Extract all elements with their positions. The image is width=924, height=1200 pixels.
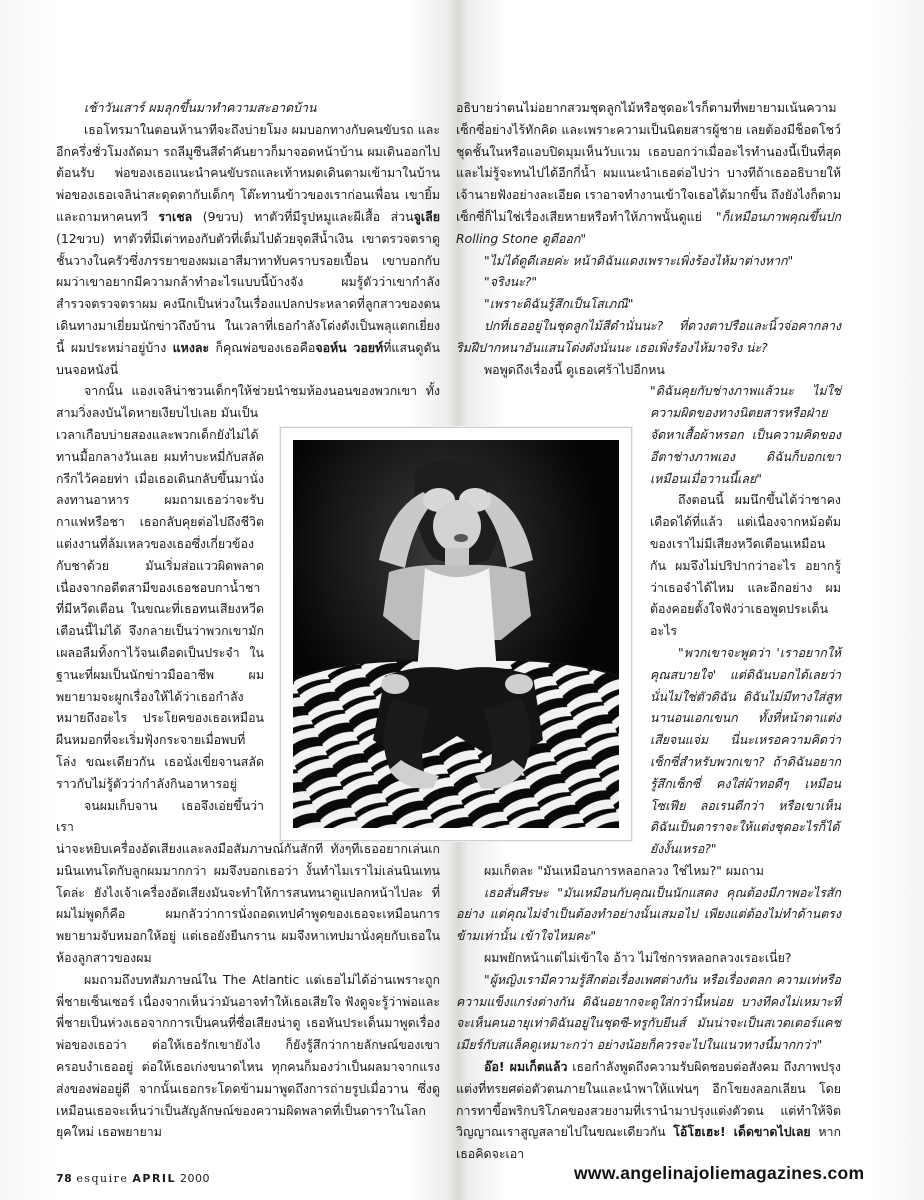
paragraph: ผมเก็ตละ "มันเหมือนการหลอกลวง ใช่ไหม?" ผมถาม <box>484 862 764 878</box>
paragraph: จากนั้น แองเจลิน่าชวนเด็กๆให้ช่วยนำชมห้องนอนของพวกเขา ทั้งสามวิ่งลงบันไดหายเงียบไปเลย มันเป็น <box>56 383 440 421</box>
name-rachel: ราเชล <box>158 208 193 224</box>
paragraph: เธอโทรมาในตอนห้านาทีจะถึงบ่ายโมง ผมบอกทางกับคนขับรถ และอีกครึ่งชั่วโมงถัดมา รถลีมูซีนสีดำคันยาวก็มาจอดหน้าบ้าน ผมเดินออกไปต้อนรับ พ่อของเธอแนะนำคนขับรถและเท้าหมดเดินตามเข้ามาในบ้าน พ่อของเธอเจลิน่าสะดุดตากับเด็กๆ โต๊ะทานข้าวของเราก่อนเพื่อน เขายิ้มและถามหาคนทวี ราเชล (9ขวบ) ทาตัวที่มีรูปหมูและผีเสื้อ ส่วนจูเลีย (12ขวบ) ทาตัวที่มีเต่าทองกับตัวที่เต็มไปด้วยจุดสีน้ำเงิน เขาตรวจตราดูชั้นวางในครัวซึ่งภรรยาของผมเอาสีมาทาทับคราบรอยเปื้อน เขาบอกกับผมว่าเขาอยากมีความกล้าทำอะไรแบบนี้บ้างจัง ผมรู้ตัวว่าเขากำลังสำรวจตรวจตราผม คงนึกเป็นห่วงในเรื่องแปลกประหลาดที่ลูกสาวของตนเดินทางมาเยี่ยมนักข่าวถึงบ้าน ในเวลาที่เธอกำลังโด่งดังเป็นพลุแตกเยี่ยงนี้ ผมประหม่าอยู่บ้าง แหงละ ก็คุณพ่อของเธอคือจอห์น วอยท์ที่แสนดูดันบนจอหนังนี่ <box>56 121 440 377</box>
quote: "ไม่ได้ดูดีเลยค่ะ หน้าดิฉันแดงเพราะเพิ่งร้องไห้มาต่างหาก" <box>484 252 794 268</box>
page-number: 78 <box>56 1172 73 1185</box>
quote: "ดิฉันคุยกับช่างภาพแล้วนะ ไม่ใช่ความผิดของทางนิตยสารหรือฝ่ายจัดหาเสื้อผ้าหรอก เป็นความคิดของอีตาช่างภาพเอง ดิฉันก็บอกเขาเหมือนเมื่อวานนี้เลย" <box>650 383 841 486</box>
name-julia: จูเลีย <box>413 208 440 224</box>
magazine-name: esquire <box>76 1172 129 1185</box>
bw-portrait-photo <box>293 440 619 828</box>
paragraph: น่าจะหยิบเครื่องอัดเสียงและลงมือสัมภาษณ์กันสักที ทั้งๆที่เธออยากเล่นเกมนินเทนโดกับลูกผมมากกว่า ผมจึงบอกเธอว่า งั้นทำไมเราไม่เล่นนินเทนโดล่ะ ยังไงเจ้าเครื่องอัดเสียงมันจะทำให้การสนทนาดูแปลกหน้าไปละ ที่ผมไม่พูดก็คือ ผมกลัวว่าการนั่งถอดเทปคำพูดของเธอจะเหมือนการพยายามจับหมอกให้อยู่ แต่เธอยังยืนกราน ผมจึงหาเทปมานั่งคุยกับเธอในห้องลูกสาวของผม <box>56 841 440 966</box>
watermark-url: www.angelinajoliemagazines.com <box>574 1163 865 1183</box>
quote: "ก็เหมือนภาพคุณขึ้นปก Rolling Stone ดูดีออก" <box>456 208 841 246</box>
paragraph: ผมถามถึงบทสัมภาษณ์ใน The Atlantic แต่เธอไม่ได้อ่านเพราะถูกพี่ชายเซ็นเซอร์ เนื่องจากเห็นว่ามันอาจทำให้เธอเสียใจ ฟังดูจะรู้ว่าพ่อและพี่ชายเป็นห่วงเธอจากการเป็นคนที่ซื่อเสียงน่าดู เธอหันประเด็นมาพูดเรื่องพ่อของเธอว่า ต่อให้เธอรักเขายังไง ก็ยังรู้สึกว่ากายลักษณ์ของเขาครอบงำเธออยู่ ต่อให้เธอเก่งขนาดไหน ทุกคนก็มองว่าเป็นผลมาจากแรงส่งของพ่ออยู่ดี จากนั้นเธอกระโดดข้ามมาพูดถึงการถ่ายรูปเมื่อวาน ซึ่งดูเหมือนเธอจะเห็นว่าเป็นสัญลักษณ์ของความผิดพลาดที่เป็นดาราในโลกยุคใหม่ เธอพยายาม <box>56 971 440 1140</box>
issue-year: 2000 <box>180 1172 211 1185</box>
wrapped-block <box>650 380 841 860</box>
quote: "ผู้หญิงเรามีความรู้สึกต่อเรื่องเพศต่างกัน หรือเรื่องตลก ความเท่หรือความแข็งแกร่งต่างกัน ดิฉันอยากจะดูใส่กว่านี้หน่อย บางทีคงไม่เหมาะที่จะเห็นคนอายุเท่าดิฉันอยู่ในชุดซี-ทรูกับยีนส์ มันน่าจะเป็นสเวตเตอร์แคชเมียร์กับสแล็คดูเหมาะกว่า อย่างน้อยก็ควรจะไปในแนวทางนี้มากกว่า" <box>456 971 841 1053</box>
quote: "เพราะดิฉันรู้สึกเป็นโสเภณี" <box>484 296 634 312</box>
emphasis-word: แหงละ <box>172 339 210 355</box>
paragraph: เธอสั่นศีรษะ "มันเหมือนกับคุณเป็นนักแสดง คุณต้องมีภาพอะไรสักอย่าง แต่คุณไม่จำเป็นต้องทำอย่างนั้นเสมอไป เพียงแต่ต้องไม่ทำด้านตรงข้ามเท่านั้น เข้าใจไหมคะ" <box>456 884 841 944</box>
paragraph: อธิบายว่าตนไม่อยากสวมชุดลูกไม้หรือชุดอะไรก็ตามที่พยายามเน้นความเซ็กซี่อย่างไร้ทักคิด และเพราะความเป็นนิตยสารผู้ชาย เลยต้องมีช็อตโชว์ชุดชั้นในหรือแอบปิดมุมเห็นวับแวม เธอบอกว่าเมื่ออะไรทำนองนี้เป็นที่สุดและไม่รู้จะทนไปได้อีกกี่น้ำ ผมแนะนำเธอต่อไปว่า บางทีถ้าเธออธิบายให้เจ้านายฟังอย่างละเอียด เราอาจทำงานเข้าใจเธอได้มากขึ้น ถึงยังไงก็ตามเซ็กซี่ก็ไม่ใช่เรื่องเสียหายหรือทำให้ภาพนั้นดูแย่ "ก็เหมือนภาพคุณขึ้นปก Rolling Stone ดูดีออก" <box>456 100 841 246</box>
paragraph: ถึงตอนนี้ ผมนึกขึ้นได้ว่าชาคงเดือดได้ที่แล้ว แต่เนื่องจากหม้อต้มของเราไม่มีเสียงหวีดเตือนเหมือนกัน ผมจึงไม่ปริปากว่าอะไร อยากรู้ว่าเธอจำได้ไหม และอีกอย่าง ผมต้องคอยตั้งใจฟังว่าเธอพูดประเด็นอะไร <box>650 492 841 639</box>
paragraph-wrapped: จนผมเก็บจาน เธอจึงเอ่ยขึ้นว่า เรา <box>56 797 264 835</box>
name-jon-voight: จอห์น วอยท์ <box>315 339 384 355</box>
paragraph: ปกที่เธออยู่ในชุดลูกไม้สีดำนั่นนะ? ที่ดวงตาปรือและนิ้วจ่อคากลางริมฝีปากหนาอันแสนโด่งดังนั่นนะ เธอเพิ่งร้องไห้มาจริง น่ะ? <box>456 317 841 355</box>
photo-frame <box>280 427 632 841</box>
quote: "พวกเขาจะพูดว่า 'เราอยากให้คุณสบายใจ' แต่ดิฉันบอกได้เลยว่า นั่นไม่ใช่ตัวดิฉัน ดิฉันไม่มีทางใส่สูทนานอนเอกเขนก ทั้งที่หน้าตาแต่งเสียจนแจ่ม นี่นะเหรอความคิดว่าเซ็กซี่สำหรับพวกเขา? ถ้าดิฉันอยากรู้สึกเซ็กซี่ คงใส่ผ้าทอดีๆ เหมือนโซเฟีย ลอเรนดีกว่า หรือเขาเห็นดิฉันเป็นดาราจะให้แต่งชุดอะไรก็ได้ยังงั้นเหรอ?" <box>650 644 841 857</box>
page-footer <box>56 1172 210 1185</box>
issue-month: APRIL <box>132 1172 177 1185</box>
quote: "จริงนะ?" <box>484 274 538 290</box>
paragraph: ผมพยักหน้าแต่ไม่เข้าใจ อ้าว ไม่ใช่การหลอกลวงเรอะเนี่ย? <box>484 950 792 966</box>
intro-line: เช้าวันเสาร์ ผมลุกขึ้นมาทำความสะอาดบ้าน <box>84 100 317 115</box>
paragraph: พอพูดถึงเรื่องนี้ ดูเธอเศร้าไปอีกหน <box>484 361 665 377</box>
paragraph-wrapped: เวลาเกือบบ่ายสองและพวกเด็กยังไม่ได้ทานมื้อกลางวันเลย ผมทำบะหมี่กับสลัดกรีกไว้คอยท่า เมื่อเธอเดินกลับขึ้นมานั่งลงทานอาหาร ผมถามเธอว่าจะรับกาแฟหรือชา เธอกลับคุยต่อไปถึงชีวิตแต่งงานที่ล้มเหลวของเธอซึ่งเกี่ยวข้องกับชาด้วย มันเริ่มส่อแววผิดพลาดเนื่องจากอดีตสามีของเธอชอบกาน้ำชาที่มีหวีดเตือน ในขณะที่เธอทนเสียงหวีดเตือนนี้ไม่ได้ จึงกลายเป็นว่าพวกเขามักเผลอลืมทิ้งกาไว้จนเดือดเป็นประจำ ในฐานะที่ผมเป็นนักข่าวมืออาชีพ ผมพยายามจะผูกเรื่องให้ได้ว่าเธอกำลังหมายถึงอะไร ประโยคของเธอเหมือนผืนหมอกที่จะเริ่มฟุ้งกระจายเมื่อพบที่โล่ง ขณะเดียวกัน เธอนั่งเขี่ยจานสลัดราวกับไม่รู้ตัวว่ากำลังกินอาหารอยู่ <box>56 426 264 791</box>
paragraph: อ๊อ! ผมเก็ตแล้ว เธอกำลังพูดถึงความรับผิดชอบต่อสังคม ถึงภาพปรุงแต่งที่ทรยศต่อตัวตนภายในและนำพาให้แฟนๆ อีกโขยงลอกเลียน โดยการทาขี้อพริกบริโภคของสวยงามที่เรานำมาปรุงแต่งตัวตน แต่ทำให้จิตวิญญาณเราสูญสลายไปในขณะเดียวกัน โอ้โฮเฮะ! เด็ดขาดไปเลย หากเธอคิดจะเอา <box>456 1059 841 1162</box>
